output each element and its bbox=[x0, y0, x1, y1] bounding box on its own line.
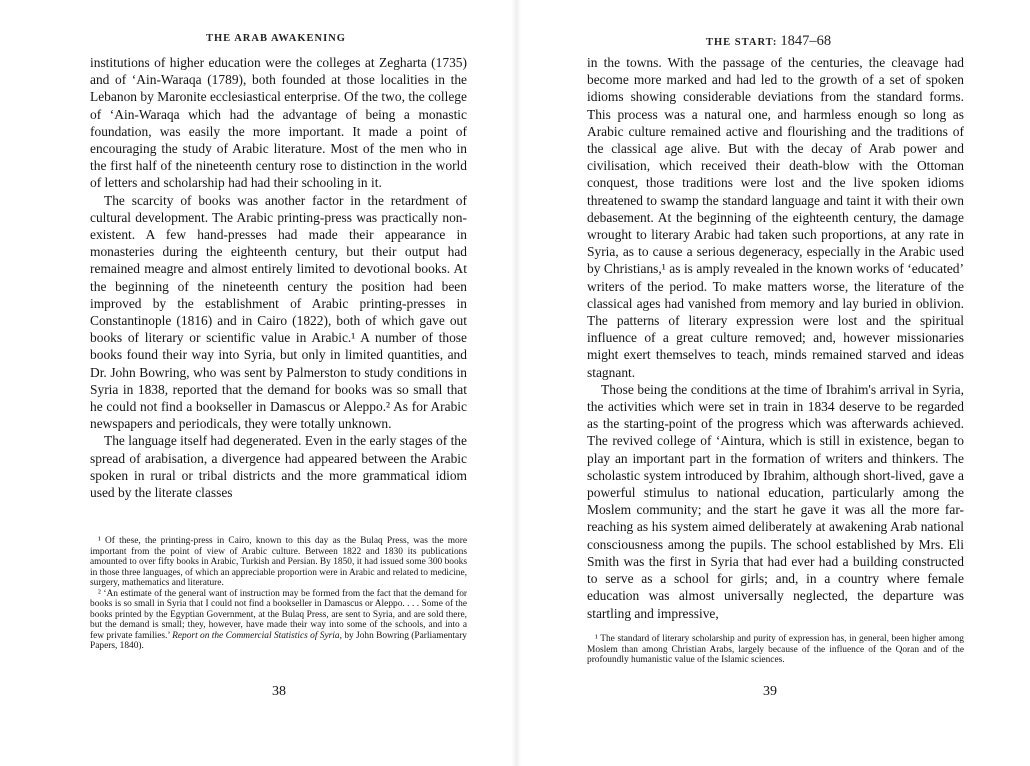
paragraph: Those being the conditions at the time of Ibrahim's arrival in Syria, the activities which were set in train in 1834 deserve to be regarded as the starting-point of the progress which was afterwards achieved. The revived college of ‘Aintura, which is still in existence, began to play an important part in the formation of writers and thinkers. The scholastic system introduced by Ibrahim, although short-lived, gave a powerful stimulus to national education, particularly among the Moslem community; and the start he gave it was all the more far-reaching as his system aimed deliberately at awakening Arab national consciousness among the pupils. The school established by Mrs. Eli Smith was the first in Syria that had ever had a building constructed to serve as a school for girls; and, in a country where female education was almost universally neglected, the departure was startling and impressive, bbox=[587, 381, 964, 621]
body-text bbox=[587, 54, 964, 622]
page-number: 39 bbox=[763, 684, 777, 699]
paragraph: The language itself had degenerated. Even in the early stages of the spread of arabisation, a divergence had appeared between the Arabic spoken in rural or tribal districts and the more grammatical idiom used by the literate classes bbox=[90, 433, 467, 501]
page-number: 38 bbox=[272, 684, 286, 699]
footnote: ¹ The standard of literary scholarship and purity of expression has, in general, been higher among Moslem than among Christian Arabs, largely because of the influence of the Qoran and of the profoundly humanistic value of the Islamic sciences. bbox=[587, 634, 964, 666]
paragraph: The scarcity of books was another factor in the retardment of cultural development. The Arabic printing-press was practically non-existent. A few hand-presses had made their appearance in monasteries during the eighteenth century, but their output had remained meagre and almost entirely limited to devotional books. At the beginning of the nineteenth century the position had been improved by the establishment of Arabic printing-presses in Constantinople (1816) and in Cairo (1822), both of which gave out books of literary or scientific value in Arabic.¹ A number of those books found their way into Syria, but only in limited quantities, and Dr. John Bowring, who was sent by Palmerston to study conditions in Syria in 1838, reported that the demand for books was so small that he could not find a bookseller in Damascus or Aleppo.² As for Arabic newspapers and periodicals, they were totally unknown. bbox=[90, 192, 467, 432]
footnote: ¹ Of these, the printing-press in Cairo, known to this day as the Bulaq Press, was the more important from the point of view of Arabic culture. Between 1822 and 1830 its publications amounted to over fifty books in Arabic, Turkish and Persian. By 1850, it had issued some 300 books in those three languages, of which an appreciable proportion were in Arabic and related to medicine, surgery, mathematics and literature. bbox=[90, 536, 467, 589]
running-head: THE ARAB AWAKENING bbox=[206, 33, 346, 44]
paragraph: in the towns. With the passage of the centuries, the cleavage had become more marked and had led to the growth of a set of spoken idioms showing considerable deviations from the standard forms. This process was a natural one, and harmless enough so long as Arabic culture remained active and flourishing and the traditions of the classical age alive. But with the decay of Arab power and civilisation, which received their death-blow with the Ottoman conquest, those traditions were lost and the live spoken idioms threatened to swamp the standard language and taint it with their own debasement. At the beginning of the eighteenth century, the damage wrought to literary Arabic had taken such proportions, at any rate in Syria, as to cause a serious degeneracy, especially in the Arabic used by Christians,¹ as is amply revealed in the known works of ‘educated’ writers of the period. To make matters worse, the literature of the classical ages had vanished from memory and lay buried in oblivion. The patterns of literary expression were lost and the spiritual influence of a great culture removed; and, however missionaries might exert themselves to teach, minds remained starved and ideas stagnant. bbox=[587, 55, 964, 380]
right-page bbox=[515, 0, 1030, 766]
footnote-citation-tail: by John Bowring (Parliamentary Papers, 1840). bbox=[90, 630, 467, 652]
running-head-years: 1847–68 bbox=[780, 33, 832, 49]
footnote-text: ² ‘An estimate of the general want of instruction may be formed from the fact that the demand for books is so small in Syria that I could not find a bookseller in Damascus or Aleppo. . . . Some of the books printed by the Egyptian Government, at the Bulaq Press, are sent to Syria, and are sold there, but the demand is small; they, however, have made their way into some of the schools, and into a few private families.’ bbox=[90, 588, 467, 641]
body-text bbox=[90, 54, 467, 501]
paragraph: institutions of higher education were the colleges at Zegharta (1735) and of ‘Ain-Waraqa (1789), both founded at those localities in the Lebanon by Maronite ecclesiastical enterprise. Of the two, the college of ‘Ain-Waraqa which had the advantage of being a monastic foundation, was easily the more important. It made a point of encouraging the study of Arabic literature. Most of the men who in the first half of the nineteenth century rose to distinction in the world of letters and scholarship had had their schooling in it. bbox=[90, 55, 467, 191]
footnote bbox=[90, 589, 467, 652]
running-head-title: THE START: bbox=[706, 37, 778, 48]
footnotes bbox=[90, 536, 467, 652]
footnotes bbox=[587, 634, 964, 666]
running-head bbox=[706, 33, 831, 50]
footnote-citation-title: Report on the Commercial Statistics of Syria, bbox=[172, 630, 342, 641]
